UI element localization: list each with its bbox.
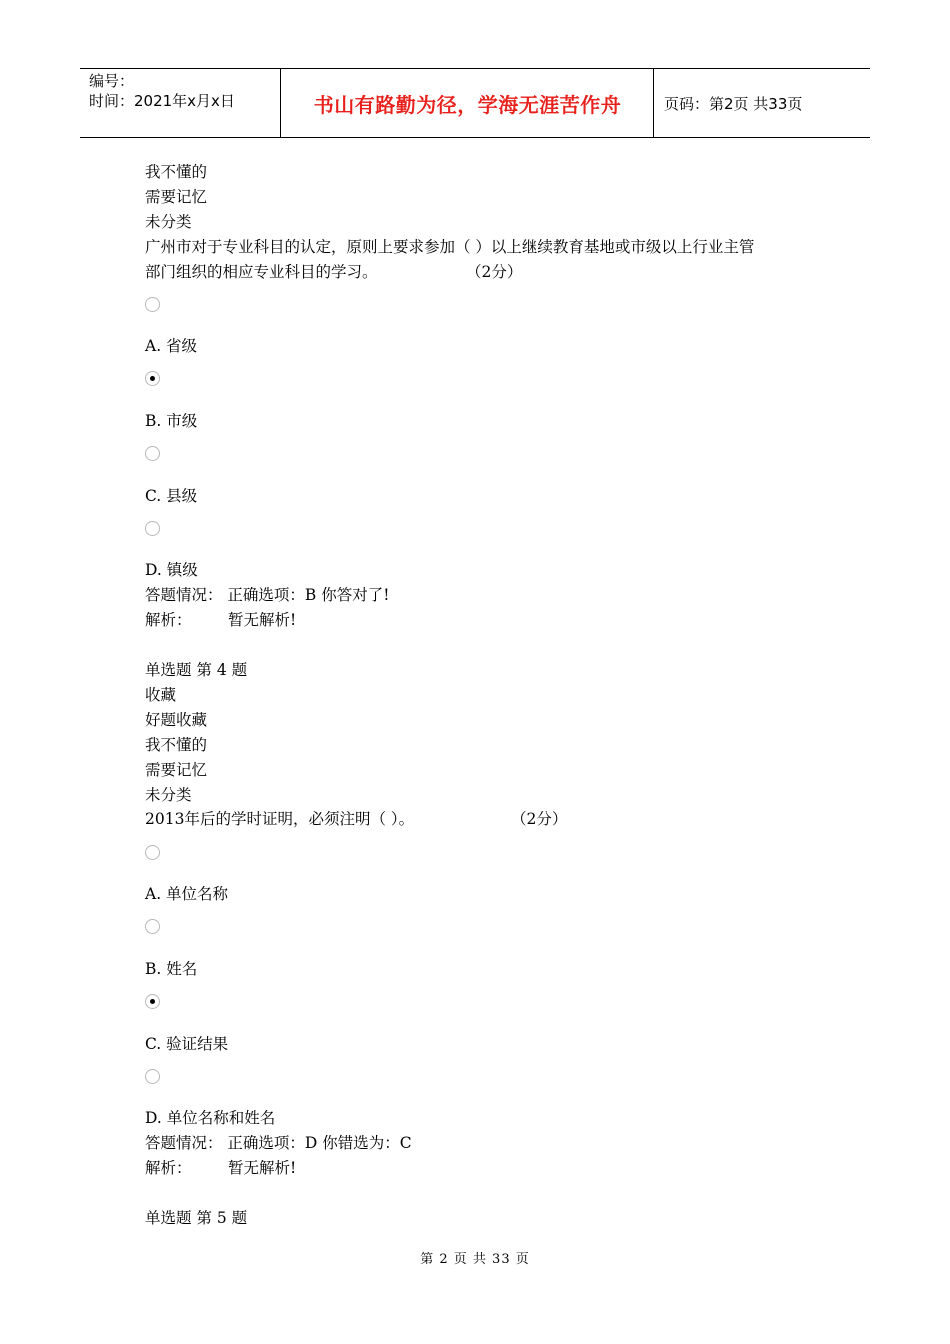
analysis-text: 暂无解析! xyxy=(228,1159,297,1177)
question-heading: 单选题 第 4 题 xyxy=(145,661,248,679)
question-stem: 部门组织的相应专业科目的学习。 xyxy=(145,263,378,281)
option-a-label: A. 单位名称 xyxy=(145,885,229,903)
tag-item[interactable]: 未分类 xyxy=(145,213,192,231)
page-footer: 第 2 页 共 33 页 xyxy=(420,1252,530,1267)
option-d-label: D. 镇级 xyxy=(145,561,198,579)
option-b-label: B. 市级 xyxy=(145,412,198,430)
tag-item[interactable]: 需要记忆 xyxy=(145,188,208,206)
header-motto: 书山有路勤为径，学海无涯苦作舟 xyxy=(282,69,654,137)
header-meta xyxy=(80,69,281,137)
tag-item[interactable]: 收藏 xyxy=(145,686,177,704)
option-c-radio[interactable] xyxy=(145,446,160,461)
time-label: 时间：2021年x月x日 xyxy=(89,92,235,110)
option-a-label: A. 省级 xyxy=(145,337,198,355)
option-d-label: D. 单位名称和姓名 xyxy=(145,1109,276,1127)
question-heading: 单选题 第 5 题 xyxy=(145,1209,248,1227)
answer-result: 答题情况： 正确选项：B 你答对了! xyxy=(145,586,390,604)
analysis-text: 暂无解析! xyxy=(228,611,297,629)
question-stem: 2013年后的学时证明，必须注明（ ）。 xyxy=(145,810,415,828)
question-points: （2分） xyxy=(466,263,523,281)
tag-item[interactable]: 未分类 xyxy=(145,786,192,804)
option-c-label: C. 县级 xyxy=(145,487,198,505)
option-a-radio[interactable] xyxy=(145,845,160,860)
option-c-radio[interactable] xyxy=(145,994,160,1009)
tag-item[interactable]: 需要记忆 xyxy=(145,761,208,779)
number-label: 编号： xyxy=(89,72,135,90)
option-d-radio[interactable] xyxy=(145,1069,160,1084)
tag-item[interactable]: 好题收藏 xyxy=(145,711,208,729)
tag-item[interactable]: 我不懂的 xyxy=(145,736,208,754)
option-a-radio[interactable] xyxy=(145,297,160,312)
option-d-radio[interactable] xyxy=(145,521,160,536)
header-page-label: 页码：第2页 共33页 xyxy=(664,94,803,113)
option-b-radio[interactable] xyxy=(145,371,160,386)
option-b-label: B. 姓名 xyxy=(145,960,198,978)
question-stem: 广州市对于专业科目的认定，原则上要求参加（ ）以上继续教育基地或市级以上行业主管 xyxy=(145,238,755,256)
option-c-label: C. 验证结果 xyxy=(145,1035,229,1053)
analysis-label: 解析： xyxy=(145,1159,192,1177)
page-header xyxy=(80,68,870,138)
analysis-label: 解析： xyxy=(145,611,192,629)
tag-item[interactable]: 我不懂的 xyxy=(145,163,208,181)
answer-result: 答题情况： 正确选项：D 你错选为：C xyxy=(145,1134,412,1152)
option-b-radio[interactable] xyxy=(145,919,160,934)
question-points: （2分） xyxy=(511,810,568,828)
